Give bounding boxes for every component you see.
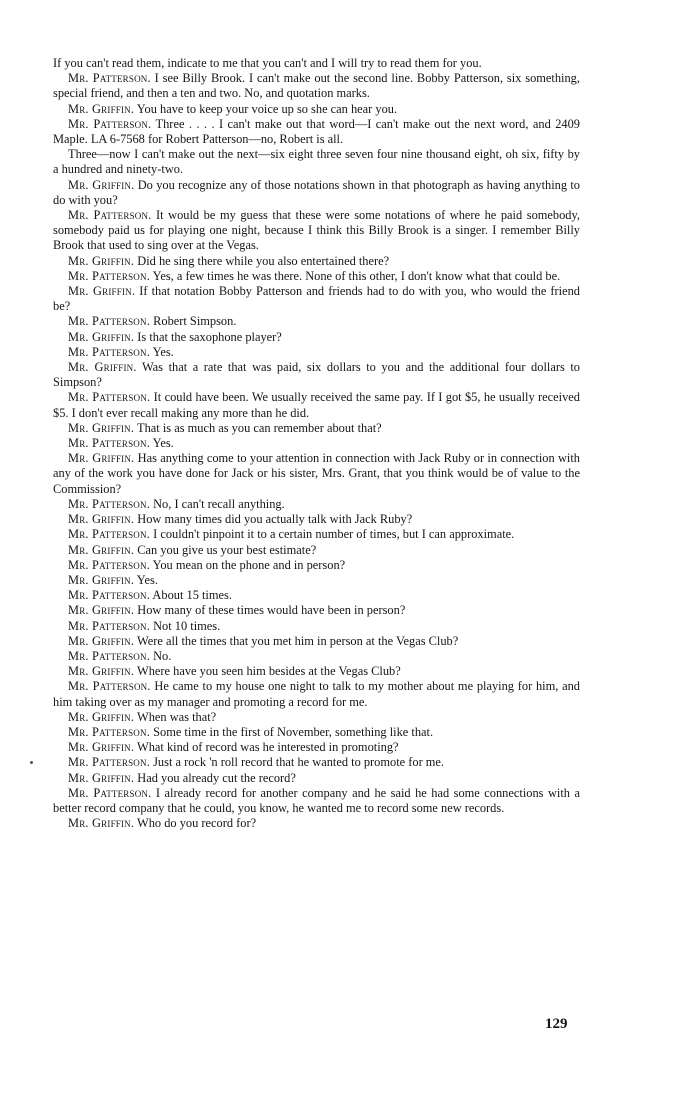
transcript-paragraph	[53, 771, 580, 786]
paragraph-text: You have to keep your voice up so she can hear you.	[134, 101, 398, 116]
paragraph-text: That is as much as you can remember about that?	[134, 420, 382, 435]
paragraph-text: Yes.	[134, 572, 158, 587]
transcript-paragraph	[53, 740, 580, 755]
transcript-paragraph	[53, 421, 580, 436]
transcript-paragraph	[53, 254, 580, 269]
speaker-name: Mr. Griffin.	[68, 542, 135, 557]
transcript-paragraph	[53, 527, 580, 542]
transcript-paragraph	[53, 497, 580, 512]
transcript-paragraph	[53, 360, 580, 390]
paragraph-text: Not 10 times.	[150, 618, 221, 633]
margin-dot	[30, 761, 33, 764]
paragraph-text: No.	[150, 648, 172, 663]
paragraph-text: I already record for another company and he said he had some connections with a better record company that he could, you know, he wanted me to record some new records.	[53, 785, 580, 815]
paragraph-text: It would be my guess that these were some notations of where he paid somebody, somebody paid us for playing one night, because I think this Billy Brook is a singer. I remember Billy Brook that used to sing over at the Vegas.	[53, 208, 580, 253]
speaker-name: Mr. Griffin.	[68, 451, 135, 466]
transcript-paragraph	[53, 755, 580, 770]
speaker-name: Mr. Griffin.	[68, 253, 135, 268]
paragraph-text: Yes, a few times he was there. None of this other, I don't know what that could be.	[150, 268, 561, 283]
speaker-name: Mr. Patterson.	[68, 71, 151, 86]
paragraph-text: Where have you seen him besides at the Vegas Club?	[134, 664, 401, 679]
transcript-paragraph	[53, 725, 580, 740]
transcript-paragraph	[53, 603, 580, 618]
speaker-name: Mr. Patterson.	[68, 618, 151, 633]
speaker-name: Mr. Patterson.	[68, 344, 151, 359]
speaker-name: Mr. Patterson.	[68, 436, 151, 451]
paragraph-text: When was that?	[134, 709, 217, 724]
speaker-name: Mr. Griffin.	[68, 360, 137, 375]
transcript-paragraph	[53, 269, 580, 284]
transcript-paragraph	[53, 588, 580, 603]
paragraph-text: Was that a rate that was paid, six dollars to you and the additional four dollars to Simpson?	[53, 360, 580, 390]
speaker-name: Mr. Griffin.	[68, 329, 135, 344]
transcript-paragraph	[53, 284, 580, 314]
transcript-paragraph	[53, 178, 580, 208]
transcript-paragraph	[53, 314, 580, 329]
speaker-name: Mr. Griffin.	[68, 816, 135, 831]
speaker-name: Mr. Griffin.	[68, 420, 135, 435]
paragraph-text: If you can't read them, indicate to me that you can't and I will try to read them for you.	[53, 56, 482, 70]
speaker-name: Mr. Patterson.	[68, 785, 152, 800]
speaker-name: Mr. Patterson.	[68, 557, 151, 572]
transcript-paragraph	[53, 543, 580, 558]
transcript-body	[53, 56, 580, 831]
speaker-name: Mr. Griffin.	[68, 284, 136, 299]
paragraph-text: About 15 times.	[150, 588, 232, 603]
speaker-name: Mr. Griffin.	[68, 770, 135, 785]
transcript-paragraph	[53, 56, 580, 71]
paragraph-text: If that notation Bobby Patterson and friends had to do with you, who would the friend be?	[53, 284, 580, 314]
paragraph-text: Did he sing there while you also entertained there?	[134, 253, 390, 268]
paragraph-text: Has anything come to your attention in connection with Jack Ruby or in connection with any of the work you have done for Jack or his sister, Mrs. Grant, that you think would be of value to the Commission?	[53, 451, 581, 496]
paragraph-text: Yes.	[150, 436, 174, 451]
speaker-name: Mr. Patterson.	[68, 390, 151, 405]
transcript-paragraph	[53, 71, 580, 101]
speaker-name: Mr. Griffin.	[68, 740, 135, 755]
speaker-name: Mr. Patterson.	[68, 527, 151, 542]
transcript-paragraph	[53, 390, 580, 420]
transcript-paragraph	[53, 436, 580, 451]
paragraph-text: What kind of record was he interested in promoting?	[134, 740, 399, 755]
transcript-paragraph	[53, 573, 580, 588]
speaker-name: Mr. Griffin.	[68, 633, 135, 648]
transcript-paragraph	[53, 512, 580, 527]
paragraph-text: How many of these times would have been in person?	[134, 603, 406, 618]
transcript-paragraph	[53, 102, 580, 117]
speaker-name: Mr. Griffin.	[68, 664, 135, 679]
transcript-paragraph	[53, 558, 580, 573]
transcript-page	[53, 56, 580, 831]
transcript-paragraph	[53, 664, 580, 679]
paragraph-text: No, I can't recall anything.	[150, 496, 285, 511]
speaker-name: Mr. Griffin.	[68, 512, 135, 527]
speaker-name: Mr. Patterson.	[68, 314, 151, 329]
page-number: 129	[545, 1016, 568, 1032]
speaker-name: Mr. Patterson.	[68, 724, 151, 739]
paragraph-text: Who do you record for?	[134, 816, 257, 831]
paragraph-text: Yes.	[150, 344, 174, 359]
transcript-paragraph	[53, 786, 580, 816]
speaker-name: Mr. Patterson.	[68, 755, 151, 770]
paragraph-text: You mean on the phone and in person?	[150, 557, 346, 572]
transcript-paragraph	[53, 147, 580, 177]
paragraph-text: Just a rock 'n roll record that he wanted to promote for me.	[150, 755, 445, 770]
paragraph-text: Robert Simpson.	[150, 314, 237, 329]
paragraph-text: Three . . . . I can't make out that word—I can't make out the next word, and 2409 Maple. LA 6-7568 for Robert Patterson—no, Robert is all.	[53, 116, 580, 147]
speaker-name: Mr. Griffin.	[68, 572, 135, 587]
speaker-name: Mr. Patterson.	[68, 496, 151, 511]
speaker-name: Mr. Patterson.	[68, 588, 151, 603]
transcript-paragraph	[53, 345, 580, 360]
speaker-name: Mr. Patterson.	[68, 648, 151, 663]
paragraph-text: How many times did you actually talk with Jack Ruby?	[134, 512, 413, 527]
speaker-name: Mr. Patterson.	[68, 679, 151, 694]
transcript-paragraph	[53, 330, 580, 345]
speaker-name: Mr. Griffin.	[68, 177, 135, 192]
transcript-paragraph	[53, 634, 580, 649]
transcript-paragraph	[53, 451, 580, 497]
transcript-paragraph	[53, 208, 580, 254]
paragraph-text: Some time in the first of November, something like that.	[150, 724, 434, 739]
speaker-name: Mr. Griffin.	[68, 101, 135, 116]
speaker-name: Mr. Patterson.	[68, 268, 151, 283]
paragraph-text: It could have been. We usually received the same pay. If I got $5, he usually received $5. I don't ever recall making any more than he did.	[53, 390, 580, 420]
paragraph-text: Were all the times that you met him in person at the Vegas Club?	[134, 633, 459, 648]
paragraph-text: I see Billy Brook. I can't make out the second line. Bobby Patterson, six something, special friend, and then a ten and two. No, and quotation marks.	[53, 71, 580, 101]
transcript-paragraph	[53, 649, 580, 664]
speaker-name: Mr. Patterson.	[68, 208, 152, 223]
paragraph-text: Had you already cut the record?	[134, 770, 296, 785]
transcript-paragraph	[53, 710, 580, 725]
transcript-paragraph	[53, 117, 580, 147]
paragraph-text: Is that the saxophone player?	[134, 329, 282, 344]
paragraph-text: Three—now I can't make out the next—six eight three seven four nine thousand eight, oh six, fifty by a hundred and ninety-two.	[53, 147, 580, 177]
transcript-paragraph	[53, 679, 580, 709]
transcript-paragraph	[53, 816, 580, 831]
paragraph-text: Can you give us your best estimate?	[134, 542, 317, 557]
paragraph-text: Do you recognize any of those notations shown in that photograph as having anything to do with you?	[53, 177, 581, 207]
paragraph-text: He came to my house one night to talk to my mother about me playing for him, and him taking over as my manager and promoting a record for me.	[53, 679, 580, 709]
paragraph-text: I couldn't pinpoint it to a certain number of times, but I can approximate.	[150, 527, 515, 542]
transcript-paragraph	[53, 619, 580, 634]
speaker-name: Mr. Patterson.	[68, 116, 152, 131]
speaker-name: Mr. Griffin.	[68, 603, 135, 618]
speaker-name: Mr. Griffin.	[68, 709, 135, 724]
